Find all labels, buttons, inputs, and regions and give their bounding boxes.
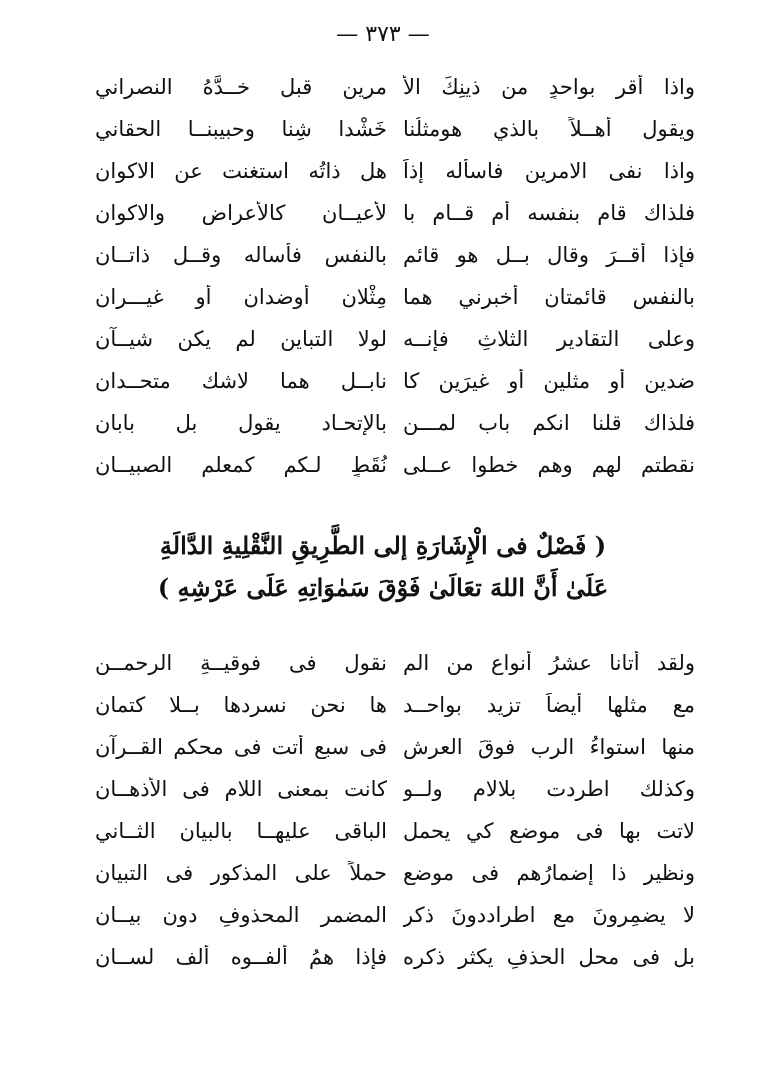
hemistich-right: ونظير ذا إضمارُهم فى موضع [403,861,695,885]
section-heading [100,525,666,609]
hemistich-right: ولقد أتانا عشرُ أنواعٍ من الم [403,651,695,675]
hemistich-left: بالإتحـاد يقول بل بابان [95,411,387,435]
verse [95,150,695,192]
verse [95,444,695,486]
verse [95,894,695,936]
hemistich-right: ويقول أهــلاً بالذي هومثلُنا [403,117,695,141]
hemistich-right: بالنفس قائمتانِ أخبرني هما [403,285,695,309]
hemistich-left: بالنفس فأساله وقــل ذاتــان [95,243,387,267]
hemistich-left: نقول فى فوقيــةِ الرحمــن [95,651,387,675]
hemistich-left: فى سبع أتت فى محكم القــرآن [95,735,387,759]
verse [95,276,695,318]
verse [95,684,695,726]
hemistich-right: فلذاك قلنا انكم باب لمـــن [403,411,695,435]
section-heading-line-2: عَلَىٰ أَنَّ اللهَ تعَالَىٰ فَوْقَ سَمٰوَاتِهِ عَلَى عَرْشِهِ ) [157,573,609,602]
verse [95,726,695,768]
hemistich-left: هل ذاتُه استغنت عن الاكوان [95,159,387,183]
hemistich-left: نُقَطٍ لـكم كمعلم الصبيــان [95,453,387,477]
hemistich-right: وكذلك اطردت بلالامِ ولــو [403,777,695,801]
hemistich-left: فإذا همُ ألفــوه ألف لســان [95,945,387,969]
verse [95,768,695,810]
hemistich-left: كانت بمعنى اللام فى الأذهــان [95,777,387,801]
verse [95,810,695,852]
hemistich-left: حملاً على المذكورِ فى التبيان [95,861,387,885]
hemistich-left: لولا التباين لم يكن شيــآن [95,327,387,351]
hemistich-right: منها استواءُ الرب فوقَ العرشِ [403,735,695,759]
verse [95,234,695,276]
page-number: — ٣٧٣ — [336,22,430,47]
verse [95,402,695,444]
poem-stanza-1 [95,66,695,486]
verse [95,852,695,894]
hemistich-right: نقطتم لهم وهم خطوا عــلى [403,453,695,477]
hemistich-left: لأعيــانِ كالأَعراضِ والاكوان [95,201,387,225]
verse [95,936,695,978]
hemistich-left: خَشْدا شِنا وحبيبنــا الحقاني [95,117,387,141]
hemistich-right: ضدينِ أو مثلين أو غيرَينِ كا [403,369,695,393]
hemistich-right: فإذا أقــرَ وقال بــل هو قائم [403,243,695,267]
hemistich-right: بل فى محل الحذفِ يكثر ذكره [403,945,695,969]
hemistich-right: مع مثلها أيضاً تزيد بواحــد [403,693,695,717]
hemistich-left: الباقى عليهــا بالبيان الثــاني [95,819,387,843]
hemistich-left: مِثْلان أوضدان أو غيـــران [95,285,387,309]
hemistich-left: المضمر المحذوفِ دون بيــان [95,903,387,927]
hemistich-right: لا يضمِرونَ مع اطراددونَ ذكر [403,903,695,927]
verse [95,108,695,150]
verse [95,66,695,108]
verse [95,360,695,402]
verse [95,642,695,684]
hemistich-right: فلذاك قام بنفسه أم قــام با [403,201,695,225]
hemistich-right: واذا أقر بواحدٍ من ذينِكَ الأ [403,75,695,99]
verse [95,318,695,360]
hemistich-right: وعلى التقاديرِ الثلاثِ فإنــه [403,327,695,351]
verse [95,192,695,234]
hemistich-left: مرين قبل خــدَّهُ النصراني [95,75,387,99]
hemistich-left: ها نحن نسردها بــلا كتمان [95,693,387,717]
poem-stanza-2 [95,642,695,978]
section-heading-line-1: ( فَصْلٌ فى الْإِشَارَةِ إلى الطَّرِيقِ النَّقْلِيةِ الدَّالَةِ [159,531,607,560]
hemistich-left: نابــل هما لاشك متحــدان [95,369,387,393]
hemistich-right: واذا نفى الامرين فاسأله إذاً [403,159,695,183]
hemistich-right: لاتت بها فى موضع كي يحمل [403,819,695,843]
